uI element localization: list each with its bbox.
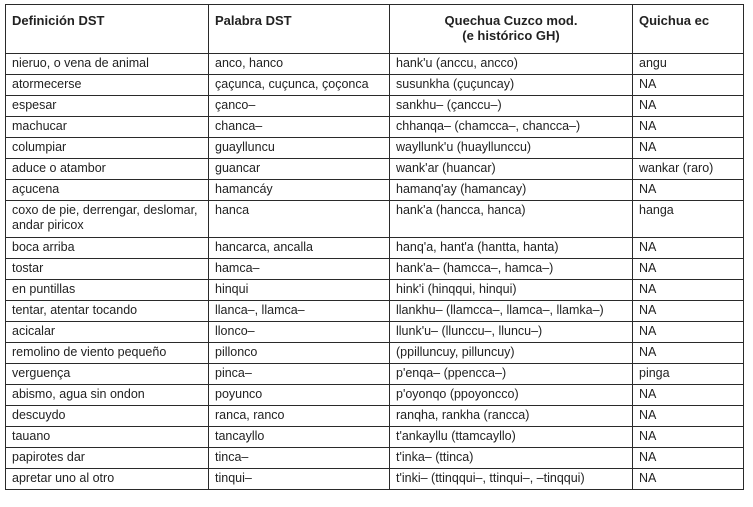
cell-palabra: chanca– xyxy=(209,117,390,138)
cell-palabra: tinca– xyxy=(209,448,390,469)
cell-quechua: hank'a (hancca, hanca) xyxy=(390,201,633,238)
cell-quechua: chhanqa– (chamcca–, chancca–) xyxy=(390,117,633,138)
table-container xyxy=(5,4,744,490)
cell-quechua: hamanq'ay (hamancay) xyxy=(390,180,633,201)
table-body xyxy=(6,54,744,490)
cell-palabra: tancayllo xyxy=(209,427,390,448)
table-row xyxy=(6,364,744,385)
cell-quechua: hank'u (anccu, ancco) xyxy=(390,54,633,75)
cell-quichua: NA xyxy=(633,96,744,117)
cell-palabra: pillonco xyxy=(209,343,390,364)
cell-definicion: atormecerse xyxy=(6,75,209,96)
cell-quechua: sankhu– (çanccu–) xyxy=(390,96,633,117)
table-row xyxy=(6,385,744,406)
cell-palabra: tinqui– xyxy=(209,469,390,490)
header-quichua: Quichua ec xyxy=(633,5,744,54)
cell-quichua: NA xyxy=(633,322,744,343)
table-row xyxy=(6,280,744,301)
cell-quechua: hink'i (hinqqui, hinqui) xyxy=(390,280,633,301)
cell-definicion: nieruo, o vena de animal xyxy=(6,54,209,75)
header-quechua-line2: (e histórico GH) xyxy=(462,28,560,43)
vocabulary-table xyxy=(5,4,744,490)
cell-palabra: llanca–, llamca– xyxy=(209,301,390,322)
table-row xyxy=(6,96,744,117)
table-row xyxy=(6,259,744,280)
cell-quechua: hanq'a, hant'a (hantta, hanta) xyxy=(390,238,633,259)
cell-definicion: remolino de viento pequeño xyxy=(6,343,209,364)
cell-definicion: machucar xyxy=(6,117,209,138)
cell-definicion: espesar xyxy=(6,96,209,117)
cell-definicion: descuydo xyxy=(6,406,209,427)
cell-definicion: verguença xyxy=(6,364,209,385)
cell-quichua: NA xyxy=(633,117,744,138)
header-definicion: Definición DST xyxy=(6,5,209,54)
table-row xyxy=(6,427,744,448)
cell-quechua: t'inki– (ttinqqui–, ttinqui–, –tinqqui) xyxy=(390,469,633,490)
cell-quichua: hanga xyxy=(633,201,744,238)
cell-quichua: angu xyxy=(633,54,744,75)
table-row xyxy=(6,469,744,490)
cell-quechua: p'oyonqo (ppoyoncco) xyxy=(390,385,633,406)
cell-quichua: NA xyxy=(633,406,744,427)
cell-definicion: tostar xyxy=(6,259,209,280)
table-row xyxy=(6,54,744,75)
cell-quichua: NA xyxy=(633,448,744,469)
cell-quichua: NA xyxy=(633,238,744,259)
cell-quichua: NA xyxy=(633,75,744,96)
cell-palabra: guancar xyxy=(209,159,390,180)
cell-quechua: t'ankayllu (ttamcayllo) xyxy=(390,427,633,448)
cell-palabra: ranca, ranco xyxy=(209,406,390,427)
cell-quechua: susunkha (çuçuncay) xyxy=(390,75,633,96)
cell-quechua: (ppilluncuy, pilluncuy) xyxy=(390,343,633,364)
table-row xyxy=(6,238,744,259)
cell-definicion: tentar, atentar tocando xyxy=(6,301,209,322)
table-row xyxy=(6,406,744,427)
cell-quechua: p'enqa– (ppencca–) xyxy=(390,364,633,385)
cell-quechua: llankhu– (llamcca–, llamca–, llamka–) xyxy=(390,301,633,322)
cell-quechua: t'inka– (ttinca) xyxy=(390,448,633,469)
table-row xyxy=(6,343,744,364)
table-row xyxy=(6,159,744,180)
cell-definicion: abismo, agua sin ondon xyxy=(6,385,209,406)
header-quechua-line1: Quechua Cuzco mod. xyxy=(444,13,578,28)
cell-quechua: ranqha, rankha (rancca) xyxy=(390,406,633,427)
cell-palabra: poyunco xyxy=(209,385,390,406)
cell-definicion: boca arriba xyxy=(6,238,209,259)
cell-quechua: wank'ar (huancar) xyxy=(390,159,633,180)
cell-quichua: NA xyxy=(633,138,744,159)
table-row xyxy=(6,322,744,343)
cell-definicion: aduce o atambor xyxy=(6,159,209,180)
table-row xyxy=(6,448,744,469)
table-row xyxy=(6,180,744,201)
cell-quichua: pinga xyxy=(633,364,744,385)
header-quechua xyxy=(390,5,633,54)
table-row xyxy=(6,301,744,322)
cell-quichua: NA xyxy=(633,385,744,406)
header-palabra: Palabra DST xyxy=(209,5,390,54)
cell-definicion: tauano xyxy=(6,427,209,448)
header-row xyxy=(6,5,744,54)
cell-quichua: NA xyxy=(633,469,744,490)
cell-quichua: NA xyxy=(633,280,744,301)
cell-definicion: papirotes dar xyxy=(6,448,209,469)
cell-quichua: NA xyxy=(633,259,744,280)
cell-quichua: NA xyxy=(633,180,744,201)
cell-palabra: hanca xyxy=(209,201,390,238)
cell-palabra: guaylluncu xyxy=(209,138,390,159)
cell-definicion: columpiar xyxy=(6,138,209,159)
cell-quichua: NA xyxy=(633,427,744,448)
cell-definicion: en puntillas xyxy=(6,280,209,301)
table-row xyxy=(6,138,744,159)
cell-quichua: wankar (raro) xyxy=(633,159,744,180)
cell-definicion: coxo de pie, derrengar, deslomar, andar piricox xyxy=(6,201,209,238)
cell-palabra: llonco– xyxy=(209,322,390,343)
table-row xyxy=(6,75,744,96)
cell-quechua: hank'a– (hamcca–, hamca–) xyxy=(390,259,633,280)
cell-quichua: NA xyxy=(633,301,744,322)
cell-palabra: hinqui xyxy=(209,280,390,301)
cell-palabra: çanco– xyxy=(209,96,390,117)
cell-palabra: hamancáy xyxy=(209,180,390,201)
cell-definicion: acicalar xyxy=(6,322,209,343)
cell-palabra: hamca– xyxy=(209,259,390,280)
cell-quechua: wayllunk'u (huayllunccu) xyxy=(390,138,633,159)
cell-quichua: NA xyxy=(633,343,744,364)
cell-definicion: apretar uno al otro xyxy=(6,469,209,490)
cell-palabra: anco, hanco xyxy=(209,54,390,75)
cell-quechua: llunk'u– (llunccu–, lluncu–) xyxy=(390,322,633,343)
cell-palabra: hancarca, ancalla xyxy=(209,238,390,259)
cell-palabra: çaçunca, cuçunca, çoçonca xyxy=(209,75,390,96)
table-row xyxy=(6,201,744,238)
cell-definicion: açucena xyxy=(6,180,209,201)
cell-palabra: pinca– xyxy=(209,364,390,385)
table-row xyxy=(6,117,744,138)
